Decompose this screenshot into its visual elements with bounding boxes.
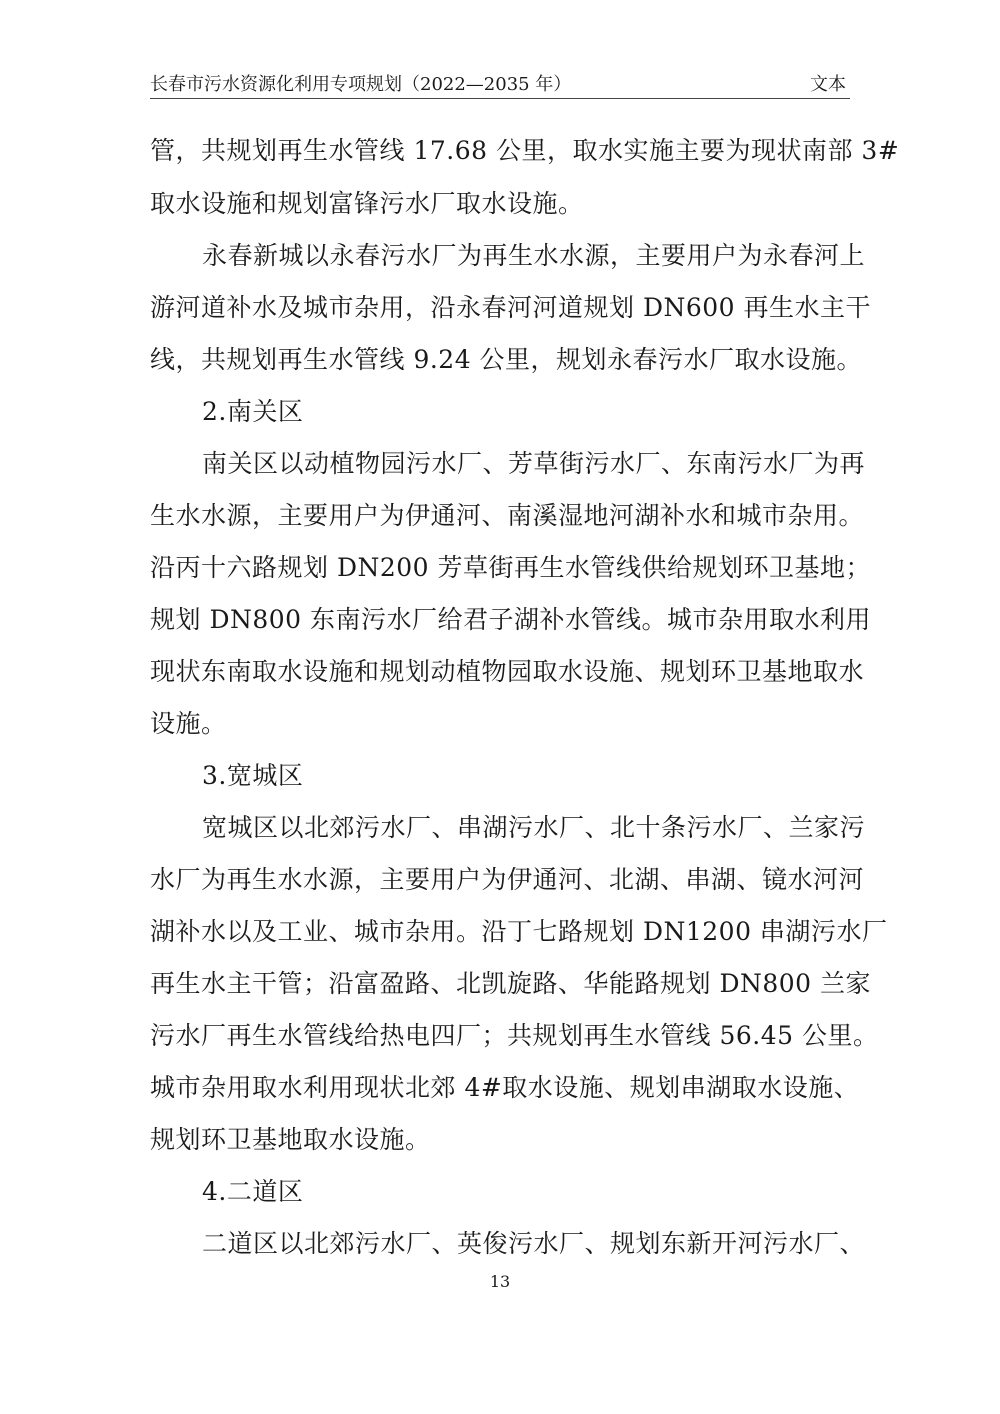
text-line: 沿丙十六路规划 DN200 芳草街再生水管线供给规划环卫基地； [150,553,872,582]
text-line: 永春新城以永春污水厂为再生水水源，主要用户为永春河上 [202,241,866,270]
text-line: 游河道补水及城市杂用，沿永春河河道规划 DN600 再生水主干 [150,293,872,322]
header-title: 长春市污水资源化利用专项规划（2022—2035 年） [150,74,572,95]
text-line: 污水厂再生水管线给热电四厂；共规划再生水管线 56.45 公里。 [150,1021,879,1050]
text-line: 线，共规划再生水管线 9.24 公里，规划永春污水厂取水设施。 [150,345,863,374]
section-heading: 2.南关区 [202,397,304,426]
text-line: 湖补水以及工业、城市杂用。沿丁七路规划 DN1200 串湖污水厂 [150,917,888,946]
section-heading: 4.二道区 [202,1177,304,1206]
text-line: 取水设施和规划富锋污水厂取水设施。 [150,189,584,218]
running-header [150,66,850,96]
header-rule [150,98,850,99]
section-heading: 3.宽城区 [202,761,304,790]
text-line: 现状东南取水设施和规划动植物园取水设施、规划环卫基地取水 [150,657,865,686]
text-line: 宽城区以北郊污水厂、串湖污水厂、北十条污水厂、兰家污 [202,813,866,842]
text-line: 规划环卫基地取水设施。 [150,1125,431,1154]
page-number: 13 [489,1272,511,1291]
text-line: 再生水主干管；沿富盈路、北凯旋路、华能路规划 DN800 兰家 [150,969,872,998]
text-line: 城市杂用取水利用现状北郊 4#取水设施、规划串湖取水设施、 [150,1073,860,1102]
text-line: 南关区以动植物园污水厂、芳草街污水厂、东南污水厂为再 [202,449,866,478]
text-line: 管，共规划再生水管线 17.68 公里，取水实施主要为现状南部 3# [150,136,900,165]
text-line: 生水水源，主要用户为伊通河、南溪湿地河湖补水和城市杂用。 [150,501,865,530]
header-label: 文本 [810,74,846,95]
text-line: 水厂为再生水水源，主要用户为伊通河、北湖、串湖、镜水河河 [150,865,865,894]
text-line: 规划 DN800 东南污水厂给君子湖补水管线。城市杂用取水利用 [150,605,872,634]
text-line: 二道区以北郊污水厂、英俊污水厂、规划东新开河污水厂、 [202,1229,866,1258]
text-line: 设施。 [150,709,227,738]
